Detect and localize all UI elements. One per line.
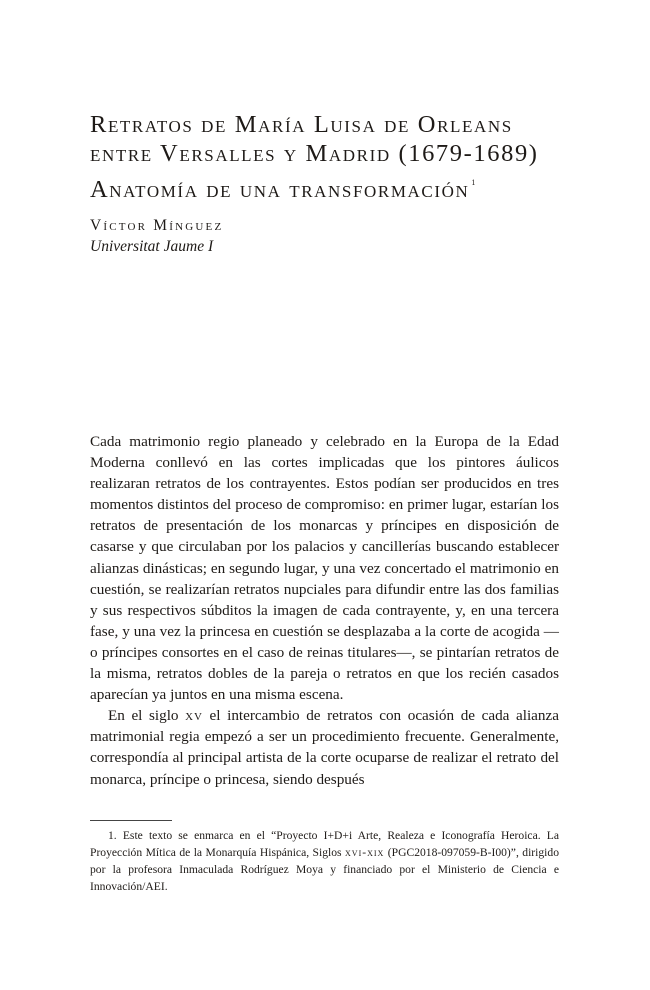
footnote-centuries: xvi-xix xyxy=(345,846,385,859)
footnote-1-text xyxy=(90,827,559,895)
chapter-title-line-3-text: Anatomía de una transformación xyxy=(90,176,470,203)
author-name: Víctor Mínguez xyxy=(90,217,224,234)
title-footnote-marker[interactable]: 1 xyxy=(471,178,476,187)
footnote-1-rest: (PGC2018-097059-B-I00)”, dirigido por la profesora Inmaculada Rodríguez Moya y financiado por el Ministerio de Ciencia e Innovación/AEI. xyxy=(90,846,559,893)
author-affiliation: Universitat Jaume I xyxy=(90,238,214,255)
body-text xyxy=(90,431,559,790)
paragraph-2 xyxy=(90,705,559,789)
paragraph-2-rest: el intercambio de retratos con ocasión de cada alianza matrimonial regia empezó a ser un procedimiento frecuente. Generalmente, correspondía al principal artista de la corte ocuparse de realizar el retrato del monarca, príncipe o princesa, siendo después xyxy=(90,707,559,788)
paragraph-1: Cada matrimonio regio planeado y celebrado en la Europa de la Edad Moderna conllevó en las cortes implicadas que los pintores áulicos realizaran retratos de los contrayentes. Estos podían ser producidos en tres momentos distintos del proceso de compromiso: en primer lugar, estarían los retratos de presentación de los monarcas y príncipes en disposición de casarse y que circulaban por los palacios y cancillerías buscando establecer alianzas dinásticas; en segundo lugar, y una vez concertado el matrimonio en cuestión, se realizarían retratos nupciales para difundir entre las dos familias y sus respectivos súbditos la imagen de cada contrayente, y, en una tercera fase, y una vez la princesa en cuestión se desplazaba a la corte de acogida —o príncipes consortes en el caso de reinas titulares—, se pintarían retratos de la misma, retratos dobles de la pareja o retratos en que los recién casados aparecían ya juntos en una misma escena. xyxy=(90,433,559,704)
chapter-title xyxy=(90,110,570,204)
century-xv: xv xyxy=(185,707,203,725)
chapter-title-line-3 xyxy=(90,168,570,204)
paragraph-2-start: En el siglo xyxy=(108,707,186,725)
footnote-1 xyxy=(90,827,559,895)
chapter-title-line-2: entre Versalles y Madrid (1679-1689) xyxy=(90,140,539,167)
footnote-1-start: 1. Este texto se enmarca en el “Proyecto I+D+i Arte, Realeza e Iconografía Heroica. La Proyección Mítica de la Monarquía Hispánica, Siglos xyxy=(90,829,559,859)
chapter-title-line-1: Retratos de María Luisa de Orleans xyxy=(90,111,513,138)
footnote-separator xyxy=(90,820,172,821)
